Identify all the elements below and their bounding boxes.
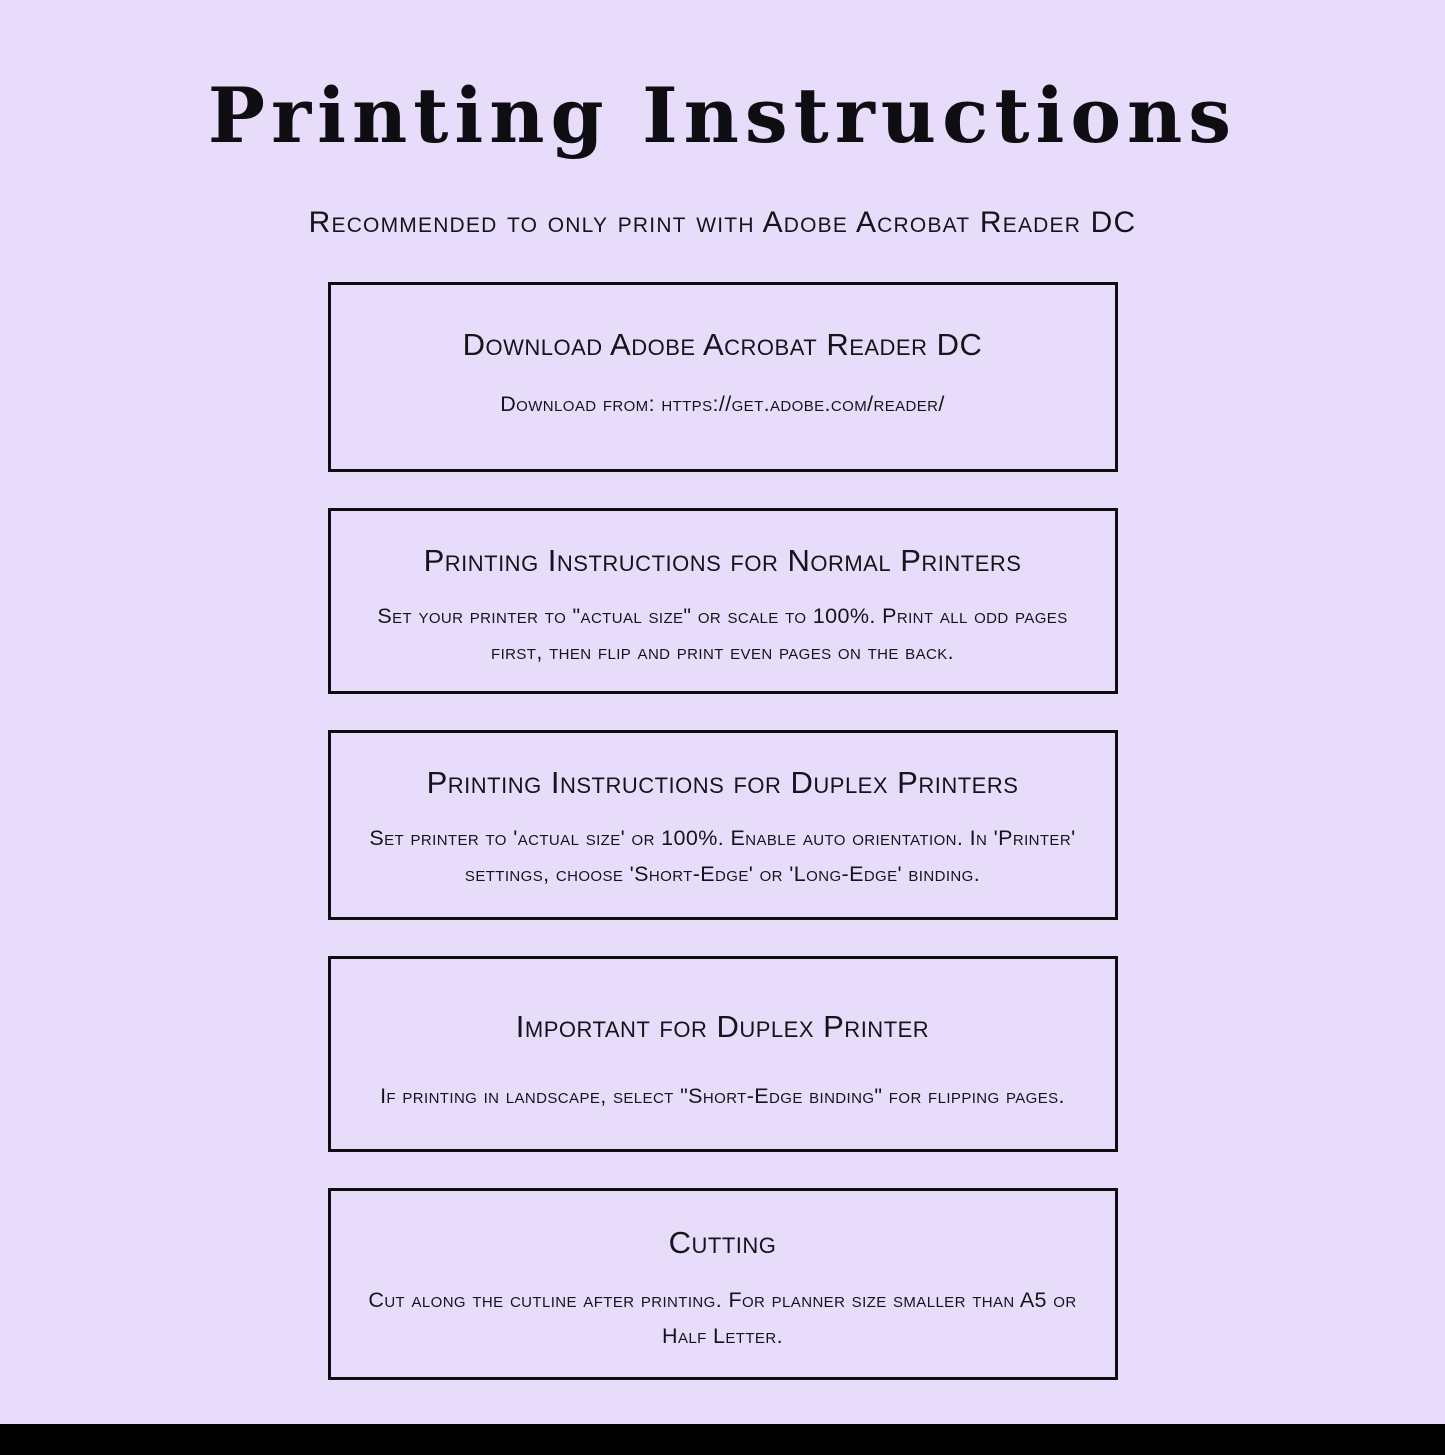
card-cutting	[328, 1188, 1118, 1380]
instruction-cards-list	[328, 240, 1118, 1380]
card-download-reader	[328, 282, 1118, 472]
card-body: Download from: https://get.adobe.com/reader/	[500, 392, 945, 417]
card-important-duplex	[328, 956, 1118, 1152]
card-body: Set printer to 'actual size' or 100%. Enable auto orientation. In 'Printer' settings, choose 'Short-Edge' or 'Long-Edge' binding.	[369, 826, 1076, 886]
card-body: If printing in landscape, select "Short-Edge binding" for flipping pages.	[380, 1084, 1065, 1109]
card-normal-printers	[328, 508, 1118, 694]
card-body: Set your printer to "actual size" or scale to 100%. Print all odd pages first, then flip and print even pages on the back.	[377, 604, 1068, 664]
page-title: Printing Instructions	[207, 71, 1238, 160]
footer-bar	[0, 1424, 1445, 1455]
card-title: Printing Instructions for Normal Printers	[423, 543, 1022, 578]
card-duplex-printers	[328, 730, 1118, 920]
page-subtitle: Recommended to only print with Adobe Acrobat Reader DC	[308, 206, 1137, 239]
card-title: Download Adobe Acrobat Reader DC	[462, 327, 983, 362]
card-title: Printing Instructions for Duplex Printers	[426, 765, 1019, 800]
card-body: Cut along the cutline after printing. For planner size smaller than A5 or Half Letter.	[368, 1288, 1077, 1348]
card-title: Important for Duplex Printer	[515, 1009, 930, 1044]
card-title: Cutting	[668, 1225, 777, 1260]
